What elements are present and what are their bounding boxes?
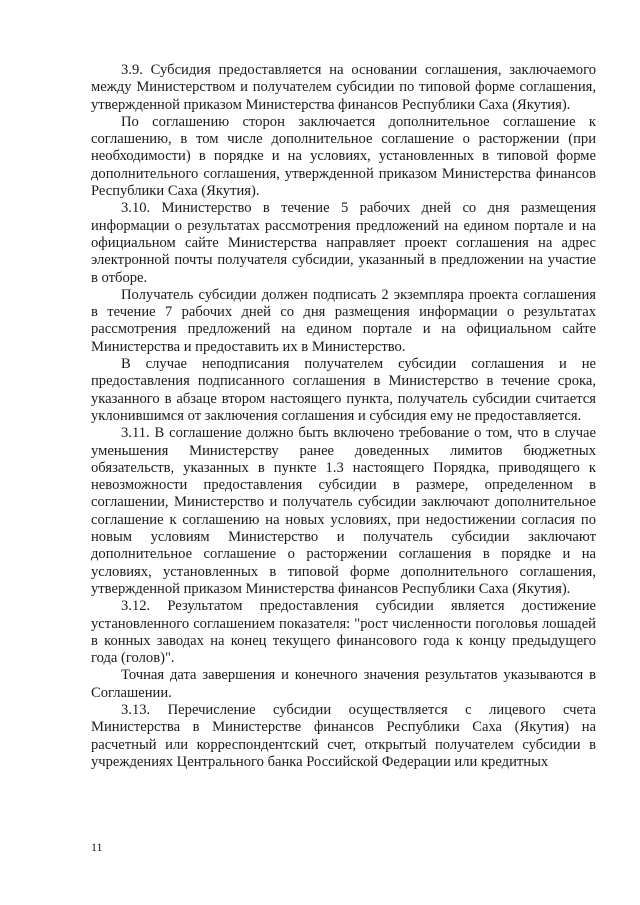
- paragraph-non-signing: В случае неподписания получателем субсидии соглашения и не предоставления подписанного соглашения в Министерство в течение срока, указанного в абзаце втором настоящего пункта, получатель субсидии считается уклонившимся от заключения соглашения и субсидия ему не предоставляется.: [91, 356, 596, 424]
- paragraph-3-12: 3.12. Результатом предоставления субсидии является достижение установленного соглашением показателя: "рост численности поголовья лошадей в конных заводах на конец текущего финансового года к концу предыдущего года (голов)".: [91, 598, 596, 667]
- paragraph-3-13: 3.13. Перечисление субсидии осуществляется с лицевого счета Министерства в Министерстве финансов Республики Саха (Якутия) на расчетный или корреспондентский счет, открытый получателем субсидии в учреждениях Центрального банка Российской Федерации или кредитных: [91, 701, 596, 770]
- document-body: [91, 62, 596, 771]
- paragraph-additional-agreement: По соглашению сторон заключается дополнительное соглашение к соглашению, в том числе дополнительное соглашение о расторжении (при необходимости) в порядке и на условиях, установленных в типовой форме дополнительного соглашения, утвержденной приказом Министерства финансов Республики Саха (Якутия).: [91, 113, 596, 200]
- page-number: 11: [91, 840, 103, 854]
- paragraph-3-9: 3.9. Субсидия предоставляется на основании соглашения, заключаемого между Министерством и получателем субсидии по типовой форме соглашения, утвержденной приказом Министерства финансов Республики Саха (Якутия).: [91, 62, 596, 113]
- paragraph-3-11: 3.11. В соглашение должно быть включено требование о том, что в случае уменьшения Министерству ранее доведенных лимитов бюджетных обязательств, указанных в пункте 1.3 настоящего Порядка, приводящего к невозможности предоставления субсидии в размере, определенном в соглашении, Министерство и получатель субсидии заключают дополнительное соглашение к соглашению на новых условиях, при недостижении согласия по новым условиям Министерство и получатель субсидии заключают дополнительное соглашение о расторжении соглашения в порядке и на условиях, установленных в типовой форме дополнительного соглашения, утвержденной приказом Министерства финансов Республики Саха (Якутия).: [91, 425, 596, 597]
- paragraph-completion-date: Точная дата завершения и конечного значения результатов указываются в Соглашении.: [91, 667, 596, 701]
- paragraph-recipient-signing: Получатель субсидии должен подписать 2 экземпляра проекта соглашения в течение 7 рабочих дней со дня размещения информации о результатах рассмотрения предложений на едином портале и на официальном сайте Министерства и предоставить их в Министерство.: [91, 286, 596, 355]
- paragraph-3-10: 3.10. Министерство в течение 5 рабочих дней со дня размещения информации о результатах рассмотрения предложений на едином портале и на официальном сайте Министерства направляет проект соглашения на адрес электронной почты получателя субсидии, указанный в предложении на участие в отборе.: [91, 200, 596, 286]
